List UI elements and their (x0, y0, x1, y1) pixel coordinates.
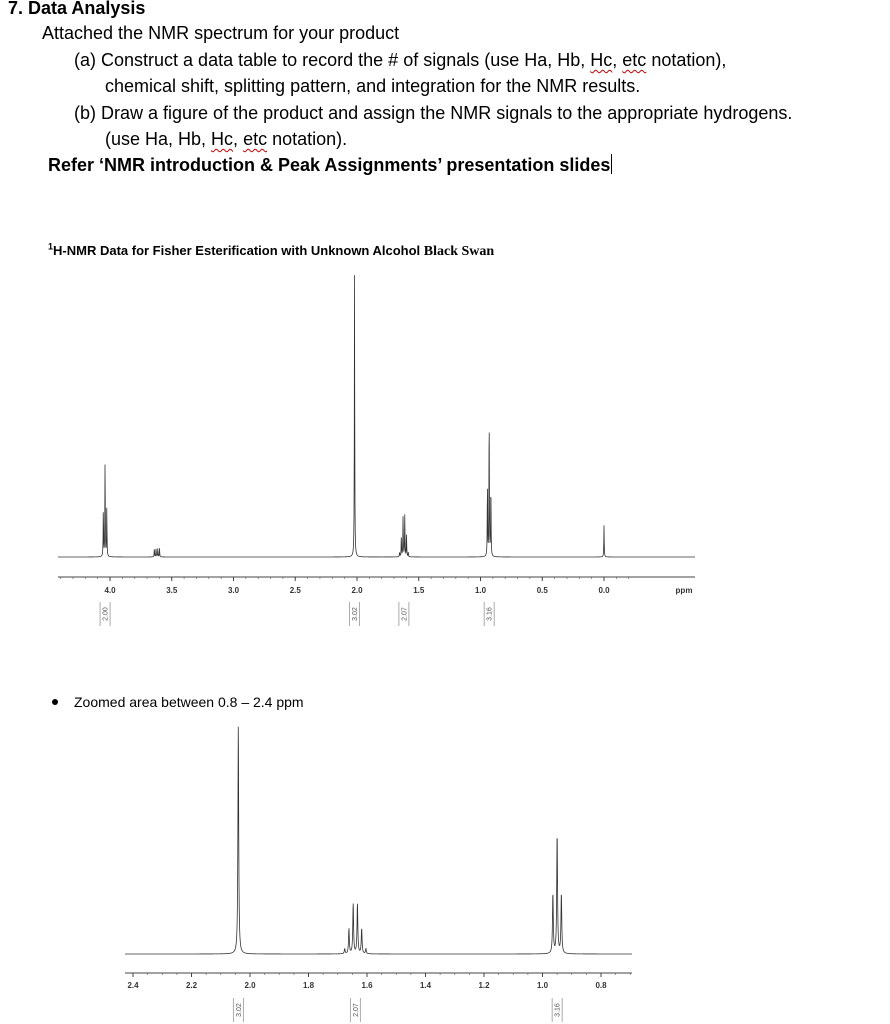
x-tick-label: 1.2 (478, 981, 490, 990)
x-tick-label: 2.2 (185, 981, 198, 990)
integration-value: 2.07 (352, 1003, 360, 1017)
integration-mark (399, 602, 409, 626)
bullet-icon (52, 699, 58, 705)
part-a-line2: chemical shift, splitting pattern, and integration for the NMR results. (105, 76, 641, 96)
integration-mark (233, 998, 243, 1022)
x-tick-label: 1.0 (474, 586, 487, 595)
x-tick-label: 3.0 (227, 586, 240, 595)
x-tick-label: 3.5 (166, 586, 178, 595)
x-tick-label: 2.0 (351, 586, 363, 595)
x-tick-label: 2.0 (244, 981, 256, 990)
x-tick-label: 0.5 (536, 586, 548, 595)
part-b-label: (b) (74, 103, 96, 123)
x-tick-label: 1.8 (302, 981, 315, 990)
integration-value: 2.00 (102, 607, 110, 621)
integration-mark (100, 602, 110, 626)
integration-value: 2.07 (401, 607, 409, 621)
zoom-caption: Zoomed area between 0.8 – 2.4 ppm (52, 694, 304, 710)
refer-note[interactable]: Refer ‘NMR introduction & Peak Assignments’ presentation slides (48, 155, 611, 175)
part-b-line2: (use Ha, Hb, Hc, etc notation). (105, 129, 348, 149)
integration-mark (350, 602, 360, 626)
x-tick-label: 4.0 (104, 586, 116, 595)
x-axis-unit: ppm (675, 586, 693, 595)
text-cursor (611, 154, 612, 174)
part-b-text: Draw a figure of the product and assign the NMR signals to the appropriate hydrogens. (101, 103, 793, 123)
question-heading: 7. Data Analysis (8, 0, 146, 18)
integration-value: 3.16 (554, 1003, 562, 1017)
x-tick-label: 2.4 (127, 981, 139, 990)
integration-value: 3.16 (486, 607, 494, 621)
spell-etc-2: etc (243, 129, 268, 149)
integration-value: 3.02 (235, 1003, 243, 1017)
part-a-line1 (74, 50, 726, 71)
zoomed-nmr-spectrum (0, 714, 890, 1024)
spell-etc: etc (622, 50, 647, 70)
spectrum-trace (58, 275, 695, 557)
integration-mark (484, 602, 494, 626)
question-intro: Attached the NMR spectrum for your product (42, 23, 400, 43)
spell-hc: Hc (590, 50, 613, 70)
x-tick-label: 1.0 (536, 981, 549, 990)
x-tick-label: 0.8 (595, 981, 607, 990)
spell-hc-2: Hc (211, 129, 234, 149)
integration-value: 3.02 (352, 607, 360, 621)
full-nmr-spectrum (0, 260, 890, 660)
x-tick-label: 2.5 (289, 586, 301, 595)
integration-mark (552, 998, 562, 1022)
sample-name: Black Swan (423, 244, 495, 259)
x-tick-label: 1.4 (419, 981, 432, 990)
x-tick-label: 0.0 (598, 586, 610, 595)
x-tick-label: 1.5 (413, 586, 425, 595)
integration-mark (350, 998, 360, 1022)
spectrum-trace (125, 727, 632, 954)
part-a-text: Construct a data table to record the # of signals (use Ha, Hb, Hc, etc notation), (101, 50, 727, 70)
part-a-label: (a) (74, 50, 96, 70)
spectrum-title: $^1$H-NMR Data for Fisher Esterification with Unknown Alcohol Black Swan (48, 241, 495, 259)
x-tick-label: 1.6 (361, 981, 373, 990)
part-b-line1 (74, 103, 792, 124)
